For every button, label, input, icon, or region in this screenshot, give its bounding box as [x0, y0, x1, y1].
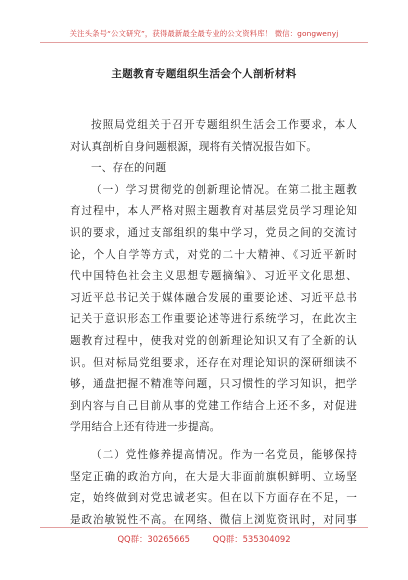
paragraph-line: 到内容与自己目前从事的党建工作结合上还不多，对促进 — [70, 399, 357, 412]
paragraph-line: 够，通盘把握不精准等问题，只习惯性的学习知识，把学 — [70, 378, 357, 391]
paragraph-line: 识。但对标局党组要求，还存在对理论知识的深研细读不 — [70, 356, 357, 369]
section-heading: 一、存在的问题 — [91, 162, 167, 175]
paragraph-line: （一）学习贯彻党的创新理论情况。在第二批主题教 — [91, 183, 357, 196]
paragraph-line: 代中国特色社会主义思想专题摘编》、习近平文化思想、 — [70, 270, 357, 283]
paragraph-line: 习近平总书记关于媒体融合发展的重要论述、习近平总书 — [70, 291, 357, 304]
paragraph-line: 学用结合上还有待进一步提高。 — [70, 421, 221, 434]
footer-contact — [0, 533, 408, 545]
footer-qq-group-2: QQ群：535304092 — [212, 534, 291, 544]
paragraph-line: 题教育过程中，使我对党的创新理论知识又有了全新的认 — [70, 334, 357, 347]
document-body — [70, 115, 357, 531]
footer-qq-group-1: QQ群：30265665 — [117, 534, 190, 544]
header-banner: 关注头条号“公文研究”，获得最新最全最专业的公文资料库！ 微信：gongwenyj — [69, 29, 339, 38]
intro-line: 对认真剖析自身问题根源，现将有关情况报告如下。 — [70, 140, 318, 153]
paragraph-line: 记关于意识形态工作重要论述等进行系统学习，在此次主 — [70, 313, 357, 326]
paragraph-line: 识的要求，通过支部组织的集中学习，党员之间的交流讨 — [70, 226, 357, 239]
intro-line: 按照局党组关于召开专题组织生活会工作要求，本人 — [91, 119, 357, 131]
paragraph-line: 论，个人自学等方式，对党的二十大精神、《习近平新时 — [70, 248, 357, 261]
header-divider — [40, 42, 368, 43]
paragraph-line: （二）党性修养提高情况。作为一名党员，能够保持 — [91, 448, 357, 461]
paragraph-line: 育过程中，本人严格对照主题教育对基层党员学习理论知 — [70, 205, 357, 218]
document-title: 主题教育专题组织生活会个人剖析材料 — [111, 68, 297, 80]
paragraph-line: 是政治敏锐性不高。在网络、微信上浏览资讯时，对同事 — [70, 513, 357, 526]
paragraph-line: 坚定正确的政治方向，在大是大非面前旗帜鲜明、立场坚 — [70, 470, 357, 483]
footer-divider — [40, 527, 368, 528]
paragraph-line: 定，始终做到对党忠诚老实。但在以下方面存在不足，一 — [70, 492, 357, 505]
